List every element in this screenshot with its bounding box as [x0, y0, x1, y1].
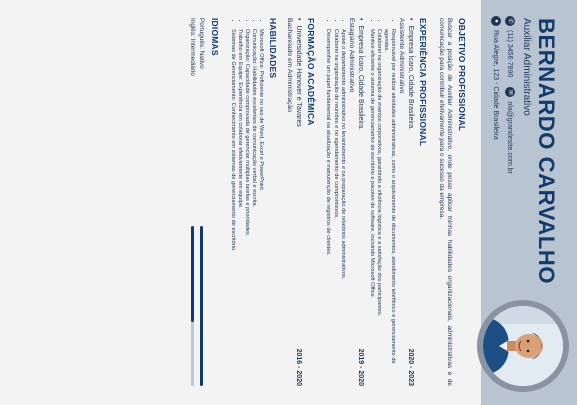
job-bullet: • Apoiei o departamento administrativo no levantamento e na preparação de relatórios administrativos.	[339, 29, 346, 386]
resume-body	[188, 18, 475, 386]
language-level-bar	[200, 226, 203, 386]
address-text: Rua Alegre, 123 - Cidade Brasileira	[492, 30, 500, 140]
language-label: Inglês: Intermediário	[189, 18, 197, 76]
skill-item: • Microsoft Office: Proficiente no uso de Word, Excel e PowerPoint.	[257, 29, 264, 386]
job-dates: 2019 - 2020	[356, 348, 364, 386]
job-dates: 2020 - 2023	[407, 348, 415, 386]
skill-item: • Comunicação: Habilidades excelentes de comunicação verbal e escrita.	[250, 29, 257, 386]
education-heading: FORMAÇÃO ACADÊMICA	[306, 18, 317, 126]
email-text: ola@grandesite.com.br	[506, 101, 514, 174]
education-degree: Bacharelado em Administração	[286, 18, 294, 113]
language-level-fill	[200, 226, 203, 386]
language-level-fill	[191, 226, 194, 322]
candidate-name: BERNARDO CARVALHO	[534, 18, 559, 285]
objective-text: Buscar a posição de Auxiliar Administrativo, onde posso aplicar minhas habilidades organizacionais, administrativas e de comunicação para contribuir efetivamente para o sucesso da empresa.	[437, 18, 453, 386]
location-icon: ●	[491, 16, 501, 26]
job-entry	[368, 18, 415, 386]
language-label: Português: Nativo	[198, 18, 206, 69]
job-bullet: • Mantive eficiente o sistema de gerenciamento de escritório e pacotes de software, incluindo Microsoft Office.	[368, 29, 375, 386]
phone-text: (11) 3456-7890	[506, 30, 514, 78]
language-row	[188, 18, 197, 386]
education-dates: 2016 - 2020	[295, 348, 303, 386]
email-contact	[505, 87, 515, 173]
education-institution: • Universidade Hanover e Tavares	[295, 18, 302, 127]
job-company: • Empresa Ícaro, Cidade Brasileira.	[357, 18, 364, 130]
skill-item: • Sistemas de Gerenciamento: Conhecimento em sistemas de gerenciamento de escritório.	[228, 29, 235, 386]
job-role: Assistente Administrativo	[398, 18, 406, 94]
profile-photo-frame	[477, 300, 569, 392]
job-bullet: • Colaborei na organização de eventos corporativos, garantindo a eficiência logística e a satisfação dos participantes.	[375, 29, 382, 386]
job-entry	[324, 18, 363, 386]
skills-heading: HABILIDADES	[268, 18, 279, 79]
job-role: Estagiário Administrativo	[347, 18, 355, 93]
objective-heading: OBJETIVO PROFISSIONAL	[457, 18, 467, 132]
profile-photo	[483, 306, 563, 386]
phone-contact	[505, 16, 515, 77]
languages-heading: IDIOMAS	[210, 18, 221, 56]
skill-item: • Organização: Capacidade comprovada de gerenciar múltiplas tarefas e prioridades.	[243, 29, 250, 386]
phone-icon: ✆	[505, 16, 515, 26]
email-icon: ✉	[505, 87, 515, 97]
address-contact	[491, 16, 501, 140]
language-row	[197, 18, 206, 386]
language-level-bar	[191, 226, 194, 386]
job-company: • Empresa Ícaro, Cidade Brasileira.	[407, 18, 414, 130]
job-bullet: • Colaborei na organização de reuniões e no agendamento de compromissos.	[331, 29, 338, 386]
job-bullet: • Desempenhei um papel fundamental na atualização e manutenção de registros de clientes.	[324, 29, 331, 386]
job-bullet: • Responsável por realizar atividades administrativas, como o arquivamento de documentos, atendimento telefônico e gerenciamento de agendas.	[382, 29, 396, 386]
contact-info	[487, 16, 515, 306]
experience-heading: EXPERIÊNCIA PROFISSIONAL	[418, 18, 429, 147]
skill-item: • Trabalho em Equipe: Experiência em colaborar efetivamente em equipe.	[236, 29, 243, 386]
candidate-role: Auxiliar Administrativo	[521, 18, 532, 116]
